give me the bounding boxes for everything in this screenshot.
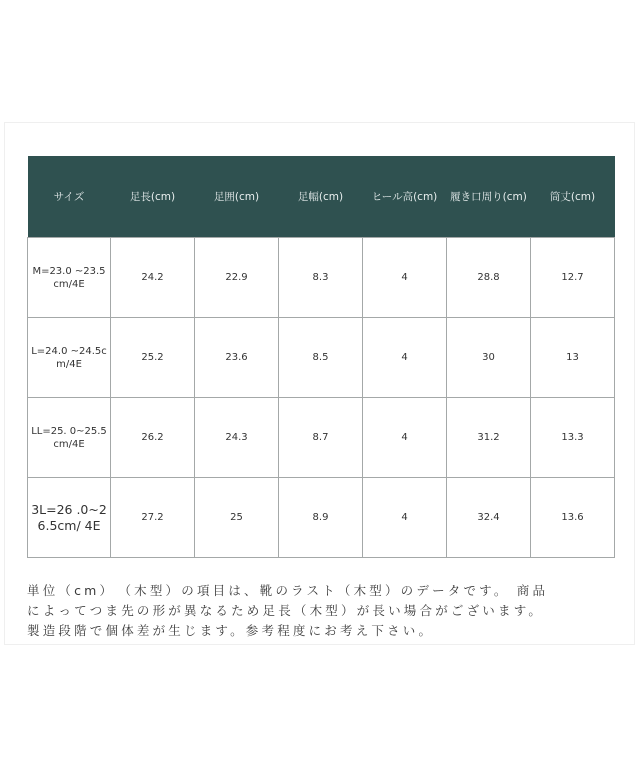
opening-circumference-cell: 32.4 [447,478,531,558]
foot-width-cell: 8.5 [279,318,363,398]
foot-girth-cell: 22.9 [195,238,279,318]
size-note [27,581,622,641]
heel-height-cell: 4 [363,478,447,558]
column-header-foot-girth: 足囲(cm) [195,156,279,238]
column-header-opening-circumference: 履き口周り(cm) [447,156,531,238]
table-row [28,478,615,558]
foot-width-cell: 8.7 [279,398,363,478]
heel-height-cell: 4 [363,318,447,398]
foot-width-cell: 8.3 [279,238,363,318]
heel-height-cell: 4 [363,238,447,318]
opening-circumference-cell: 30 [447,318,531,398]
opening-circumference-cell: 31.2 [447,398,531,478]
column-header-heel-height: ヒール高(cm) [363,156,447,238]
note-line: 単位（cm） （木型）の項目は、靴のラスト（木型）のデータです。 商品 [27,583,549,598]
shaft-height-cell: 12.7 [531,238,615,318]
column-header-size: サイズ [28,156,111,238]
column-header-foot-width: 足幅(cm) [279,156,363,238]
column-header-foot-length: 足長(cm) [111,156,195,238]
size-cell: M=23.0 ~23.5cm/4E [28,238,111,318]
foot-width-cell: 8.9 [279,478,363,558]
size-table [27,156,615,558]
note-line: によってつま先の形が異なるため足長（木型）が長い場合がございます。 [27,603,545,618]
heel-height-cell: 4 [363,398,447,478]
column-header-shaft-height: 筒丈(cm) [531,156,615,238]
foot-girth-cell: 24.3 [195,398,279,478]
foot-length-cell: 25.2 [111,318,195,398]
foot-length-cell: 26.2 [111,398,195,478]
foot-length-cell: 27.2 [111,478,195,558]
note-line: 製造段階で個体差が生じます。参考程度にお考え下さい。 [27,623,435,638]
foot-length-cell: 24.2 [111,238,195,318]
shaft-height-cell: 13.3 [531,398,615,478]
table-row [28,398,615,478]
size-cell: L=24.0 ~24.5cm/4E [28,318,111,398]
table-row [28,318,615,398]
foot-girth-cell: 25 [195,478,279,558]
foot-girth-cell: 23.6 [195,318,279,398]
opening-circumference-cell: 28.8 [447,238,531,318]
shaft-height-cell: 13.6 [531,478,615,558]
size-cell: LL=25. 0~25.5cm/4E [28,398,111,478]
table-row [28,238,615,318]
size-cell: 3L=26 .0~26.5cm/ 4E [28,478,111,558]
table-header-row [28,156,615,238]
shaft-height-cell: 13 [531,318,615,398]
